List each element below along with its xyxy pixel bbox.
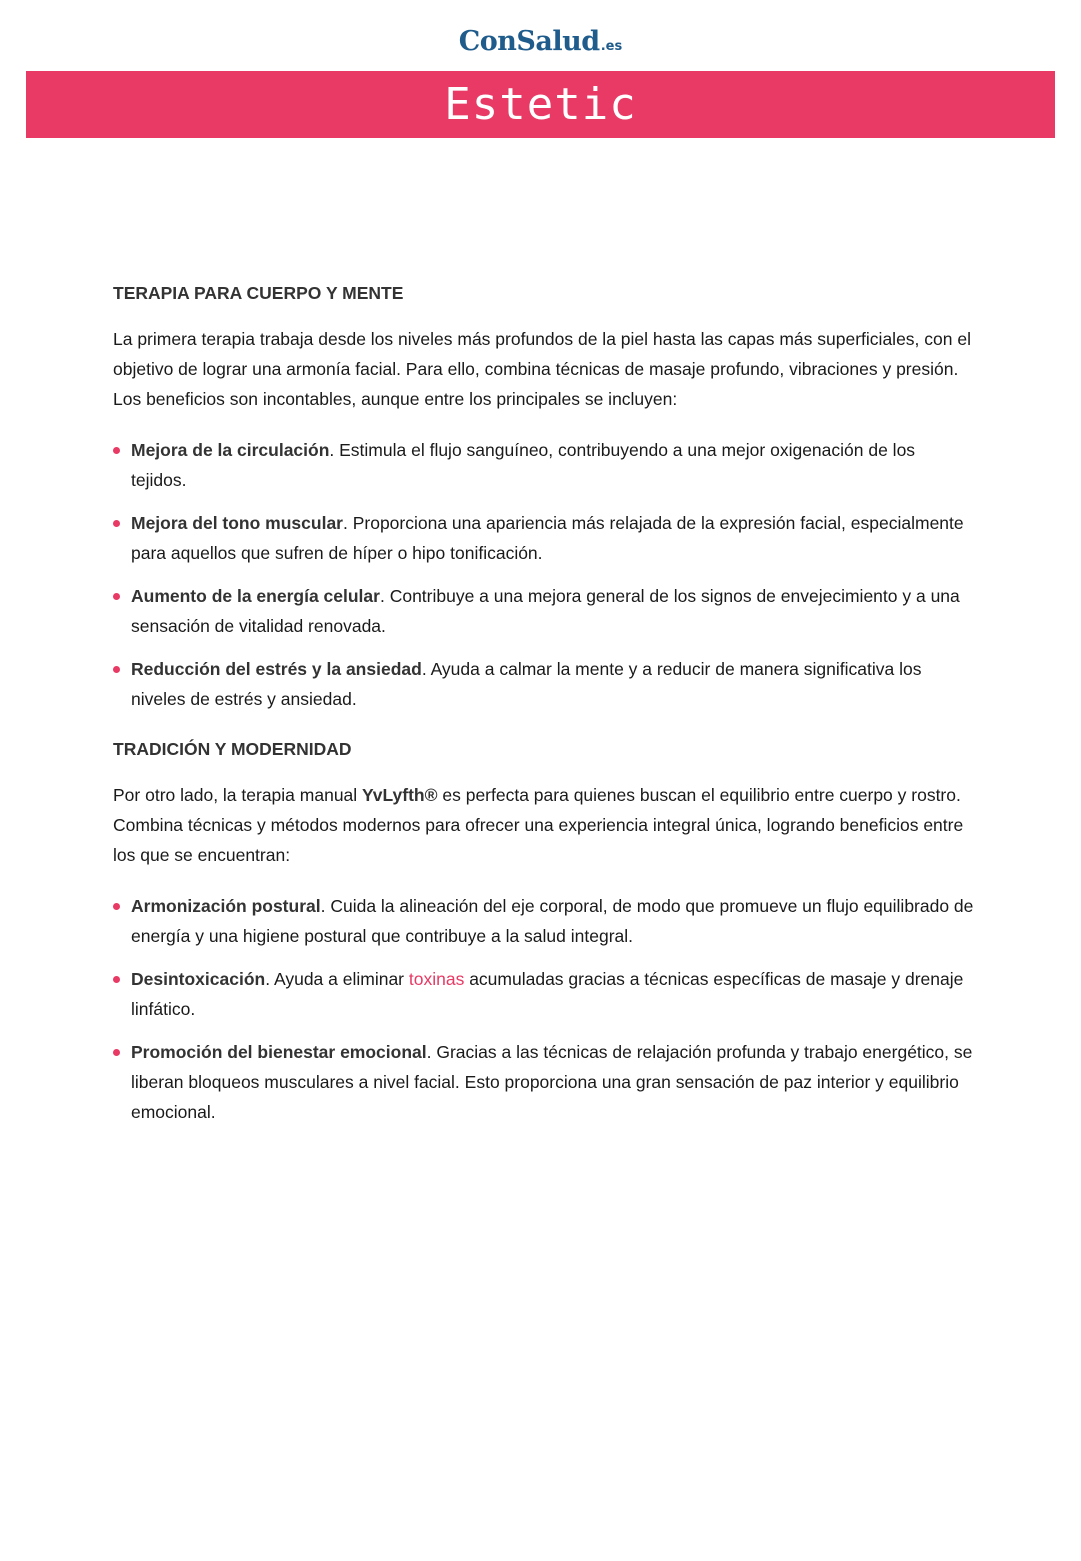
bullet-text: . Contribuye a una mejora general de los signos de envejecimiento y a una sensación de vitalidad renovada. bbox=[131, 586, 960, 636]
section-heading-terapia: TERAPIA PARA CUERPO Y MENTE bbox=[113, 283, 404, 303]
therapy-brand-name: YvLyfth® bbox=[362, 785, 438, 805]
bullet-dot-icon bbox=[113, 520, 120, 527]
bullet-text-before: . Ayuda a eliminar bbox=[265, 969, 409, 989]
bullet-dot-icon bbox=[113, 1049, 120, 1056]
list-item bbox=[113, 1037, 975, 1127]
bullet-text: . Proporciona una apariencia más relajada de la expresión facial, especialmente para aquellos que sufren de híper o hipo tonificación. bbox=[131, 513, 964, 563]
logo-tld: .es bbox=[600, 39, 623, 54]
bullet-text: . Gracias a las técnicas de relajación profunda y trabajo energético, se liberan bloqueos musculares a nivel facial. Esto proporciona una gran sensación de paz interior y equilibrio emocional. bbox=[131, 1042, 973, 1122]
toxinas-link[interactable]: toxinas bbox=[408, 969, 465, 989]
bullet-text: . Estimula el flujo sanguíneo, contribuyendo a una mejor oxigenación de los tejidos. bbox=[131, 440, 916, 490]
list-item bbox=[113, 654, 975, 714]
bullet-text: . Ayuda a calmar la mente y a reducir de manera significativa los niveles de estrés y ansiedad. bbox=[131, 659, 922, 709]
intro-text-after: es perfecta para quienes buscan el equilibrio entre cuerpo y rostro. Combina técnicas y métodos modernos para ofrecer una experiencia integral única, logrando beneficios entre los que se encuentran: bbox=[113, 785, 964, 865]
logo-wordmark: ConSalud bbox=[458, 26, 600, 57]
section-heading-tradicion: TRADICIÓN Y MODERNIDAD bbox=[113, 739, 352, 759]
bullet-dot-icon bbox=[113, 593, 120, 600]
section-intro-paragraph: La primera terapia trabaja desde los niveles más profundos de la piel hasta las capas más superficiales, con el objetivo de lograr una armonía facial. Para ello, combina técnicas de masaje profundo, vibraciones y presión. Los beneficios son incontables, aunque entre los principales se incluyen: bbox=[113, 329, 971, 409]
bullet-term: Mejora del tono muscular bbox=[131, 513, 343, 533]
bullet-term: Mejora de la circulación bbox=[131, 440, 330, 460]
section-banner-title: Estetic bbox=[444, 78, 637, 130]
bullet-term: Promoción del bienestar emocional bbox=[131, 1042, 427, 1062]
bullet-dot-icon bbox=[113, 447, 120, 454]
article-body bbox=[113, 280, 975, 1149]
bullet-text-after: acumuladas gracias a técnicas específicas de masaje y drenaje linfático. bbox=[131, 969, 964, 1019]
bullet-dot-icon bbox=[113, 666, 120, 673]
bullet-term: Armonización postural bbox=[131, 896, 321, 916]
bullet-term: Desintoxicación bbox=[131, 969, 266, 989]
bullet-term: Aumento de la energía celular bbox=[131, 586, 380, 606]
list-item bbox=[113, 435, 975, 495]
list-item bbox=[113, 964, 975, 1024]
bullet-dot-icon bbox=[113, 903, 120, 910]
section-banner bbox=[26, 71, 1055, 138]
benefits-list-terapia bbox=[113, 435, 975, 714]
section-intro-paragraph bbox=[113, 780, 975, 870]
site-logo[interactable] bbox=[0, 28, 1081, 55]
benefits-list-tradicion bbox=[113, 891, 975, 1127]
list-item bbox=[113, 891, 975, 951]
list-item bbox=[113, 508, 975, 568]
bullet-term: Reducción del estrés y la ansiedad bbox=[131, 659, 422, 679]
list-item bbox=[113, 581, 975, 641]
intro-text-before: Por otro lado, la terapia manual bbox=[113, 785, 363, 805]
bullet-dot-icon bbox=[113, 976, 120, 983]
bullet-text: . Cuida la alineación del eje corporal, de modo que promueve un flujo equilibrado de energía y una higiene postural que contribuye a la salud integral. bbox=[131, 896, 974, 946]
